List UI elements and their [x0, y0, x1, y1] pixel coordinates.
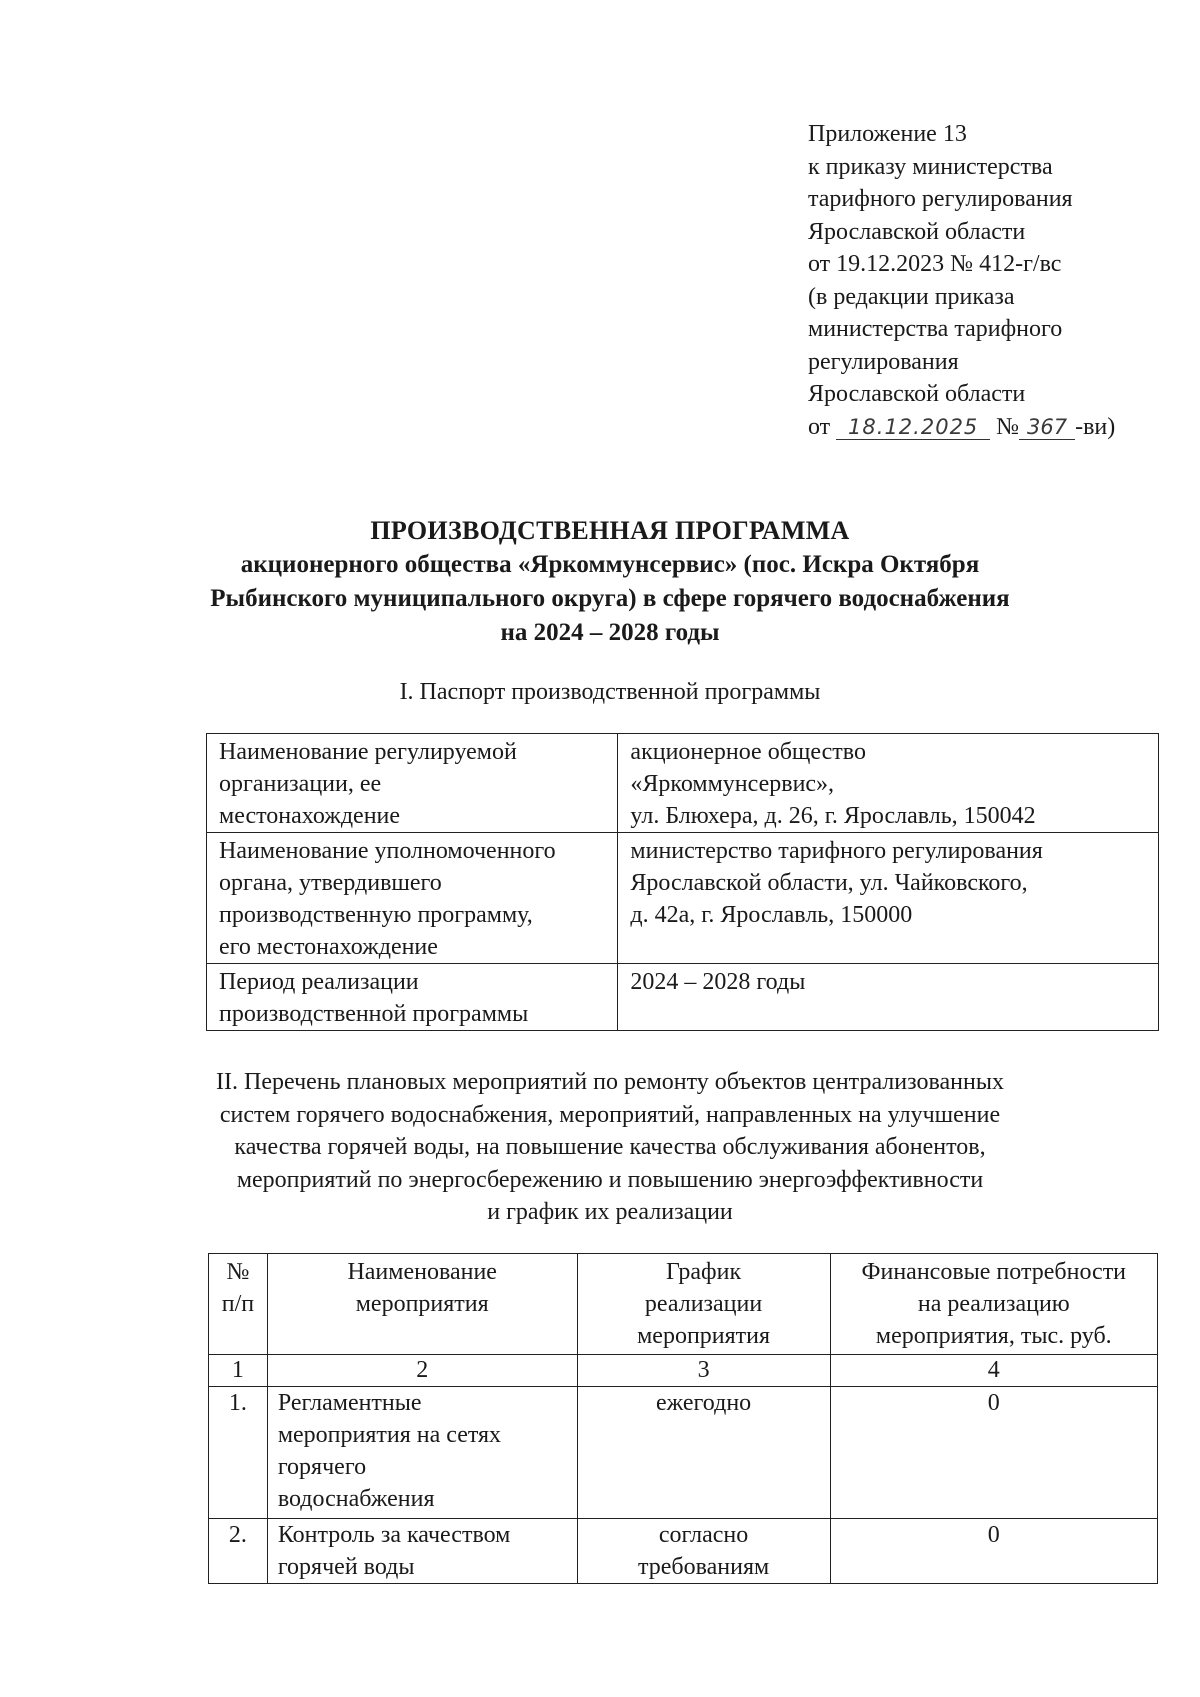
appendix-line: (в редакции приказа [808, 283, 1015, 310]
section-2-heading [140, 1066, 1080, 1229]
appendix-line: регулирования [808, 348, 959, 375]
cell-line: ул. Блюхера, д. 26, г. Ярославль, 150042 [630, 803, 1036, 829]
cell-line: д. 42а, г. Ярославль, 150000 [630, 902, 913, 928]
heading-line: качества горячей воды, на повышение качества обслуживания абонентов, [234, 1134, 986, 1160]
heading-line: II. Перечень плановых мероприятий по ремонту объектов централизованных [216, 1069, 1004, 1095]
title-line: на 2024 – 2028 годы [500, 619, 720, 646]
cell-line: горячего [277, 1454, 367, 1480]
appendix-line: министерства тарифного [808, 316, 1063, 342]
activity-name [267, 1387, 577, 1519]
amendment-prefix: от [808, 413, 831, 440]
appendix-amendment-line [808, 411, 1168, 444]
column-number-row [209, 1355, 1158, 1387]
header-line: График [666, 1259, 742, 1285]
passport-value [618, 833, 1159, 964]
activity-finance: 0 [830, 1387, 1157, 1519]
passport-table [206, 733, 1159, 1031]
heading-line: систем горячего водоснабжения, мероприятий, направленных на улучшение [219, 1101, 1001, 1128]
row-number: 2. [209, 1519, 268, 1584]
column-number: 3 [577, 1355, 830, 1387]
activity-finance: 0 [830, 1519, 1157, 1584]
cell-line: согласно [658, 1522, 749, 1548]
header-line: Наименование [347, 1259, 497, 1285]
handwritten-number: 367 [1019, 415, 1075, 440]
appendix-note [808, 118, 1168, 443]
table-row [207, 833, 1159, 964]
cell-line: Контроль за качеством [277, 1522, 511, 1548]
appendix-line: от 19.12.2023 № 412-г/вс [808, 251, 1062, 277]
cell-line: водоснабжения [277, 1486, 435, 1512]
cell-line: Регламентные [277, 1390, 422, 1416]
title-line: Рыбинского муниципального округа) в сфере горячего водоснабжения [210, 585, 1010, 612]
heading-line: мероприятий по энергосбережению и повышению энергоэффективности [236, 1166, 984, 1193]
header-line: № [226, 1259, 250, 1285]
cell-line: Наименование уполномоченного [219, 838, 556, 864]
table-row [207, 964, 1159, 1031]
header-line: на реализацию [917, 1291, 1070, 1317]
appendix-line: Ярославской области [808, 381, 1026, 407]
cell-line: Период реализации [219, 969, 419, 995]
column-number: 1 [209, 1355, 268, 1387]
appendix-line: к приказу министерства [808, 153, 1053, 180]
cell-line: акционерное общество [630, 739, 866, 765]
header-line: мероприятия [355, 1291, 489, 1317]
cell-line: Ярославской области, ул. Чайковского, [630, 870, 1028, 896]
title-main: ПРОИЗВОДСТВЕННАЯ ПРОГРАММА [370, 516, 850, 545]
table-header-row [209, 1254, 1158, 1355]
table-row [209, 1519, 1158, 1584]
passport-label [207, 833, 618, 964]
heading-line: и график их реализации [487, 1199, 733, 1225]
header-finance [830, 1254, 1157, 1355]
header-name [267, 1254, 577, 1355]
amendment-suffix: -ви) [1075, 413, 1116, 440]
row-number: 1. [209, 1387, 268, 1519]
activity-schedule [577, 1387, 830, 1519]
cell-line: мероприятия на сетях [277, 1422, 502, 1448]
section-1-heading: I. Паспорт производственной программы [399, 679, 821, 705]
cell-line: горячей воды [277, 1554, 415, 1580]
cell-line: его местонахождение [219, 934, 438, 960]
activity-name [267, 1519, 577, 1584]
passport-value [618, 964, 1159, 1031]
cell-line: местонахождение [219, 803, 401, 829]
header-line: п/п [221, 1291, 255, 1317]
header-schedule [577, 1254, 830, 1355]
passport-label [207, 734, 618, 833]
cell-line: требованиям [637, 1554, 770, 1580]
cell-line: производственной программы [219, 1001, 529, 1027]
cell-line: Наименование регулируемой [219, 739, 517, 765]
handwritten-date: 18.12.2025 [836, 415, 990, 440]
activities-table [208, 1253, 1158, 1584]
header-number [209, 1254, 268, 1355]
cell-line: министерство тарифного регулирования [630, 838, 1043, 864]
passport-value [618, 734, 1159, 833]
cell-line: «Яркоммунсервис», [630, 771, 835, 797]
table-row [209, 1387, 1158, 1519]
column-number: 4 [830, 1355, 1157, 1387]
cell-line: организации, ее [219, 771, 382, 797]
title-line: акционерного общества «Яркоммунсервис» (пос. Искра Октября [240, 551, 980, 578]
appendix-line: Приложение 13 [808, 121, 967, 147]
number-sign: № [996, 413, 1020, 440]
cell-line: ежегодно [655, 1390, 752, 1416]
header-line: Финансовые потребности [861, 1259, 1127, 1285]
passport-label [207, 964, 618, 1031]
appendix-line: тарифного регулирования [808, 186, 1073, 212]
appendix-line: Ярославской области [808, 218, 1026, 245]
activity-schedule [577, 1519, 830, 1584]
cell-line: производственную программу, [219, 902, 533, 928]
cell-line: 2024 – 2028 годы [630, 969, 806, 995]
document-title [140, 514, 1080, 650]
header-line: мероприятия [637, 1323, 771, 1349]
column-number: 2 [267, 1355, 577, 1387]
table-row [207, 734, 1159, 833]
cell-line: органа, утвердившего [219, 870, 442, 896]
header-line: мероприятия, тыс. руб. [875, 1323, 1112, 1349]
header-line: реализации [644, 1291, 763, 1317]
